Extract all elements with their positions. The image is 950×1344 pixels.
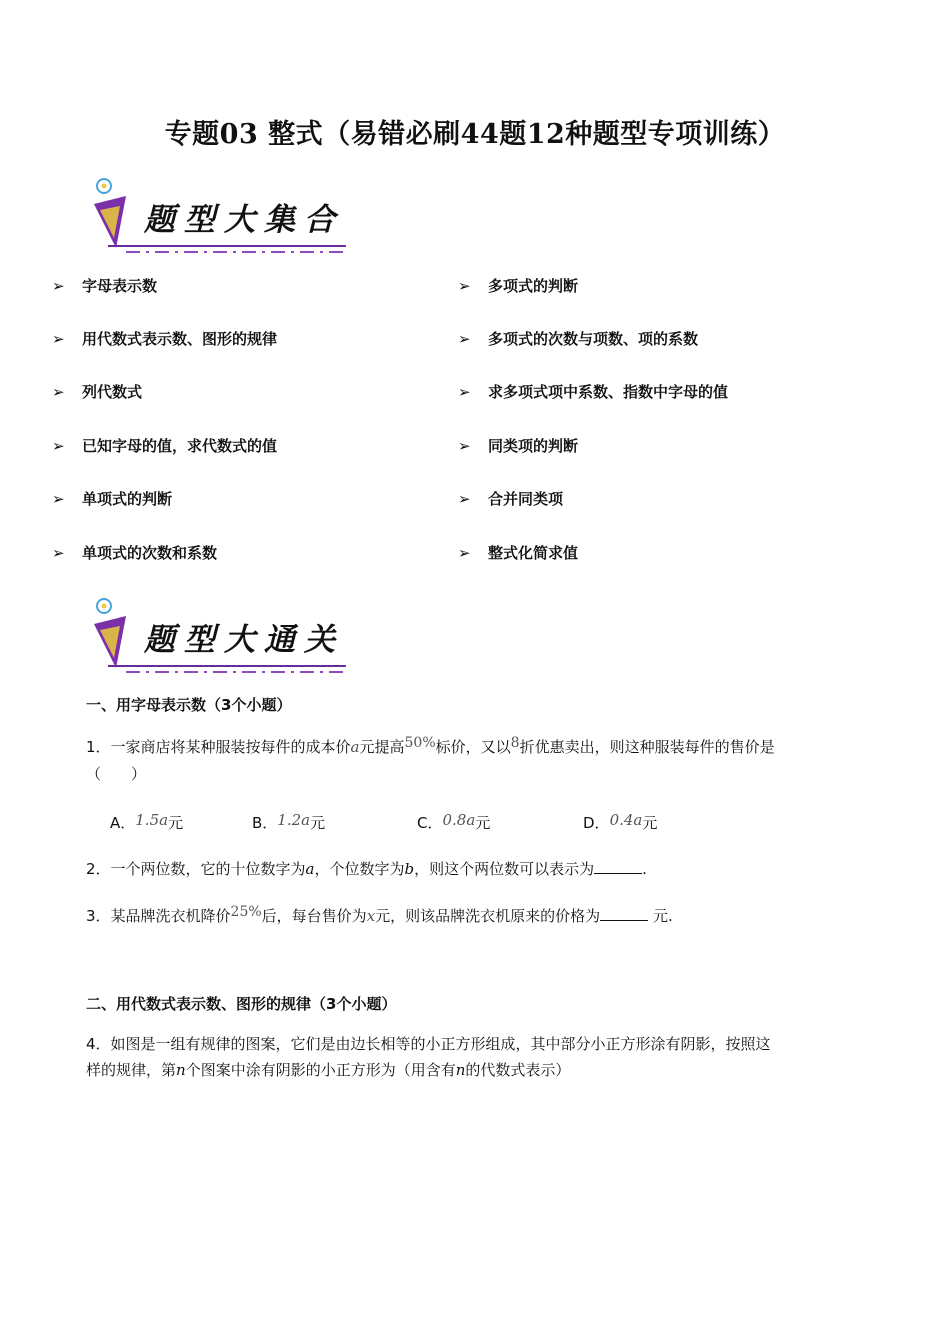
topic-item: ➢ 字母表示数 [52,276,158,295]
section-banner-practice [86,596,348,676]
topic-item: ➢ 多项式的判断 [458,276,579,295]
topic-item: ➢ 多项式的次数与项数、项的系数 [458,329,699,348]
option-c: C．0.8a元 [417,811,491,832]
arrow-icon: ➢ [52,543,65,562]
section-banner-collection [86,176,348,256]
answer-blank [600,906,648,921]
topic-item: ➢ 单项式的判断 [52,489,173,508]
arrow-icon: ➢ [52,489,65,508]
topic-item: ➢ 单项式的次数和系数 [52,543,218,562]
arrow-icon: ➢ [458,276,471,295]
arrow-icon: ➢ [458,543,471,562]
question-2: 2．一个两位数，它的十位数字为a，个位数字为b，则这个两位数可以表示为 . [86,860,647,878]
topic-item: ➢ 已知字母的值，求代数式的值 [52,436,278,455]
arrow-icon: ➢ [52,329,65,348]
topic-item: ➢ 列代数式 [52,382,143,401]
arrow-icon: ➢ [52,276,65,295]
topic-item: ➢ 同类项的判断 [458,436,579,455]
arrow-icon: ➢ [458,382,471,401]
option-b: B．1.2a元 [252,811,326,832]
section-heading: 一、用字母表示数（3个小题） [86,696,292,714]
question-1: 1．一家商店将某种服装按每件的成本价a元提高50%标价，又以8折优惠卖出，则这种服装每件的售价是 （ ） [86,735,775,783]
option-a: A．1.5a元 [110,811,184,832]
banner-title: 题型大集合 [144,202,344,238]
section-heading: 二、用代数式表示数、图形的规律（3个小题） [86,995,397,1013]
topic-item: ➢ 合并同类项 [458,489,564,508]
topic-item: ➢ 用代数式表示数、图形的规律 [52,329,278,348]
arrow-icon: ➢ [458,329,471,348]
question-4: 4．如图是一组有规律的图案，它们是由边长相等的小正方形组成，其中部分小正方形涂有阴影，按照这 样的规律，第n个图案中涂有阴影的小正方形为（用含有n的代数式表示） [86,1035,771,1079]
arrow-icon: ➢ [52,436,65,455]
banner-title: 题型大通关 [144,622,344,658]
option-d: D．0.4a元 [583,811,658,832]
page-title: 专题03 整式（易错必刷44题12种题型专项训练） [164,119,786,150]
topic-item: ➢ 求多项式项中系数、指数中字母的值 [458,382,729,401]
arrow-icon: ➢ [52,382,65,401]
topic-item: ➢ 整式化简求值 [458,543,579,562]
answer-blank [594,859,642,874]
arrow-icon: ➢ [458,489,471,508]
arrow-icon: ➢ [458,436,471,455]
question-3: 3．某品牌洗衣机降价25%后，每台售价为x元，则该品牌洗衣机原来的价格为 元. [86,904,673,925]
